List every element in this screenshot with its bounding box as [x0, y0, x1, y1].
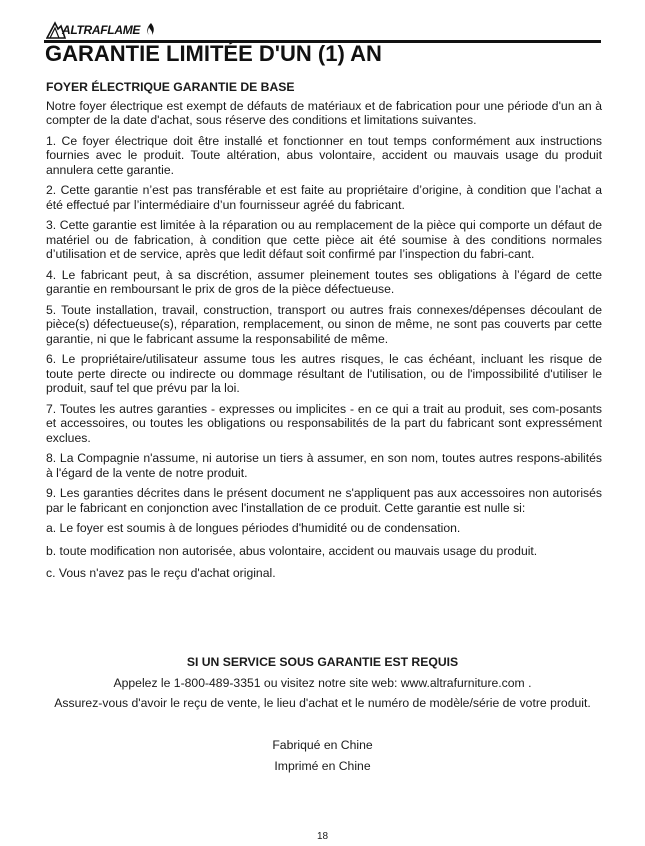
printed-in: Imprimé en Chine [274, 759, 371, 773]
made-in: Fabriqué en Chine [272, 738, 373, 752]
warranty-item-3: 3. Cette garantie est limitée à la réparation ou au remplacement de la pièce qui comporte un défaut de matériel ou de fabrication, à condition que cette pièce ait été soumise à des conditions normales d’utilisation et de service, après que ledit défaut soit confirmé par l’inspection du fabri-cant. [46, 218, 602, 261]
warranty-item-4: 4. Le fabricant peut, à sa discrétion, assumer pleinement toutes ses obligations à l’égard de cette garantie en remboursant le prix de gros de la pièce défectueuse. [46, 267, 602, 296]
brand-logo [46, 20, 156, 40]
warranty-body [46, 80, 602, 589]
section-subtitle: FOYER ÉLECTRIQUE GARANTIE DE BASE [46, 80, 295, 94]
warranty-item-8: 8. La Compagnie n'assume, ni autorise un tiers à assumer, en son nom, toutes autres respons-abilités à l'égard de la vente de notre produit. [46, 451, 602, 480]
brand-name: ALTRAFLAME [62, 23, 141, 37]
service-reminder: Assurez-vous d'avoir le reçu de vente, le lieu d'achat et le numéro de modèle/série de votre produit. [54, 696, 591, 710]
service-section [0, 655, 645, 716]
warranty-item-6: 6. Le propriétaire/utilisateur assume tous les autres risques, le cas échéant, incluant les risque de toute perte directe ou indirecte ou dommage résultant de l'utilisation, ou de l'impossibilité d'utiliser le produit, sauf tel que prévu par la loi. [46, 352, 602, 395]
service-contact: Appelez le 1-800-489-3351 ou visitez notre site web: www.altrafurniture.com . [113, 676, 532, 690]
page-title: GARANTIE LIMITÉE D'UN (1) AN [45, 41, 382, 66]
page-number: 18 [316, 831, 329, 842]
warranty-item-7: 7. Toutes les autres garanties - expresses ou implicites - en ce qui a trait au produit, ses com-posants et accessoires, ou toutes les obligations ou responsabilités de la part du fabricant sont expressément exclues. [46, 401, 602, 445]
condition-c: c. Vous n'avez pas le reçu d'achat original. [46, 566, 276, 580]
warranty-item-2: 2. Cette garantie n’est pas transférable et est faite au propriétaire d’origine, à condition que l’achat a été effectué par l’intermédiaire d’un fournisseur agréé du fabricant. [46, 183, 602, 212]
condition-a: a. Le foyer est soumis à de longues périodes d'humidité ou de condensation. [46, 521, 461, 535]
origin-section [0, 738, 645, 780]
warranty-item-9: 9. Les garanties décrites dans le présent document ne s'appliquent pas aux accessoires non autorisés par le fabricant en conjonction avec l'installation de ce produit. Cette garantie est nulle si: [46, 486, 602, 515]
service-heading: SI UN SERVICE SOUS GARANTIE EST REQUIS [186, 655, 459, 669]
intro-paragraph: Notre foyer électrique est exempt de défauts de matériaux et de fabrication pour une période d'un an à compter de la date d'achat, sous réserve des conditions et limitations suivantes. [46, 98, 602, 127]
warranty-item-5: 5. Toute installation, travail, construction, transport ou autres frais connexes/dépenses découlant de pièce(s) défectueuse(s), réparation, remplacement, ou sinon de même, ne sont pas couverts par cette garantie, ni que le fabricant assume la responsabilité de même. [46, 302, 602, 346]
flame-icon [146, 22, 156, 36]
warranty-item-1: 1. Ce foyer électrique doit être installé et fonctionner en tout temps conformément aux instructions fournies avec le produit. Toute altération, abus volontaire, accident ou mauvais usage du produit annulera cette garantie. [46, 133, 602, 177]
condition-b: b. toute modification non autorisée, abus volontaire, accident ou mauvais usage du produit. [46, 543, 538, 558]
